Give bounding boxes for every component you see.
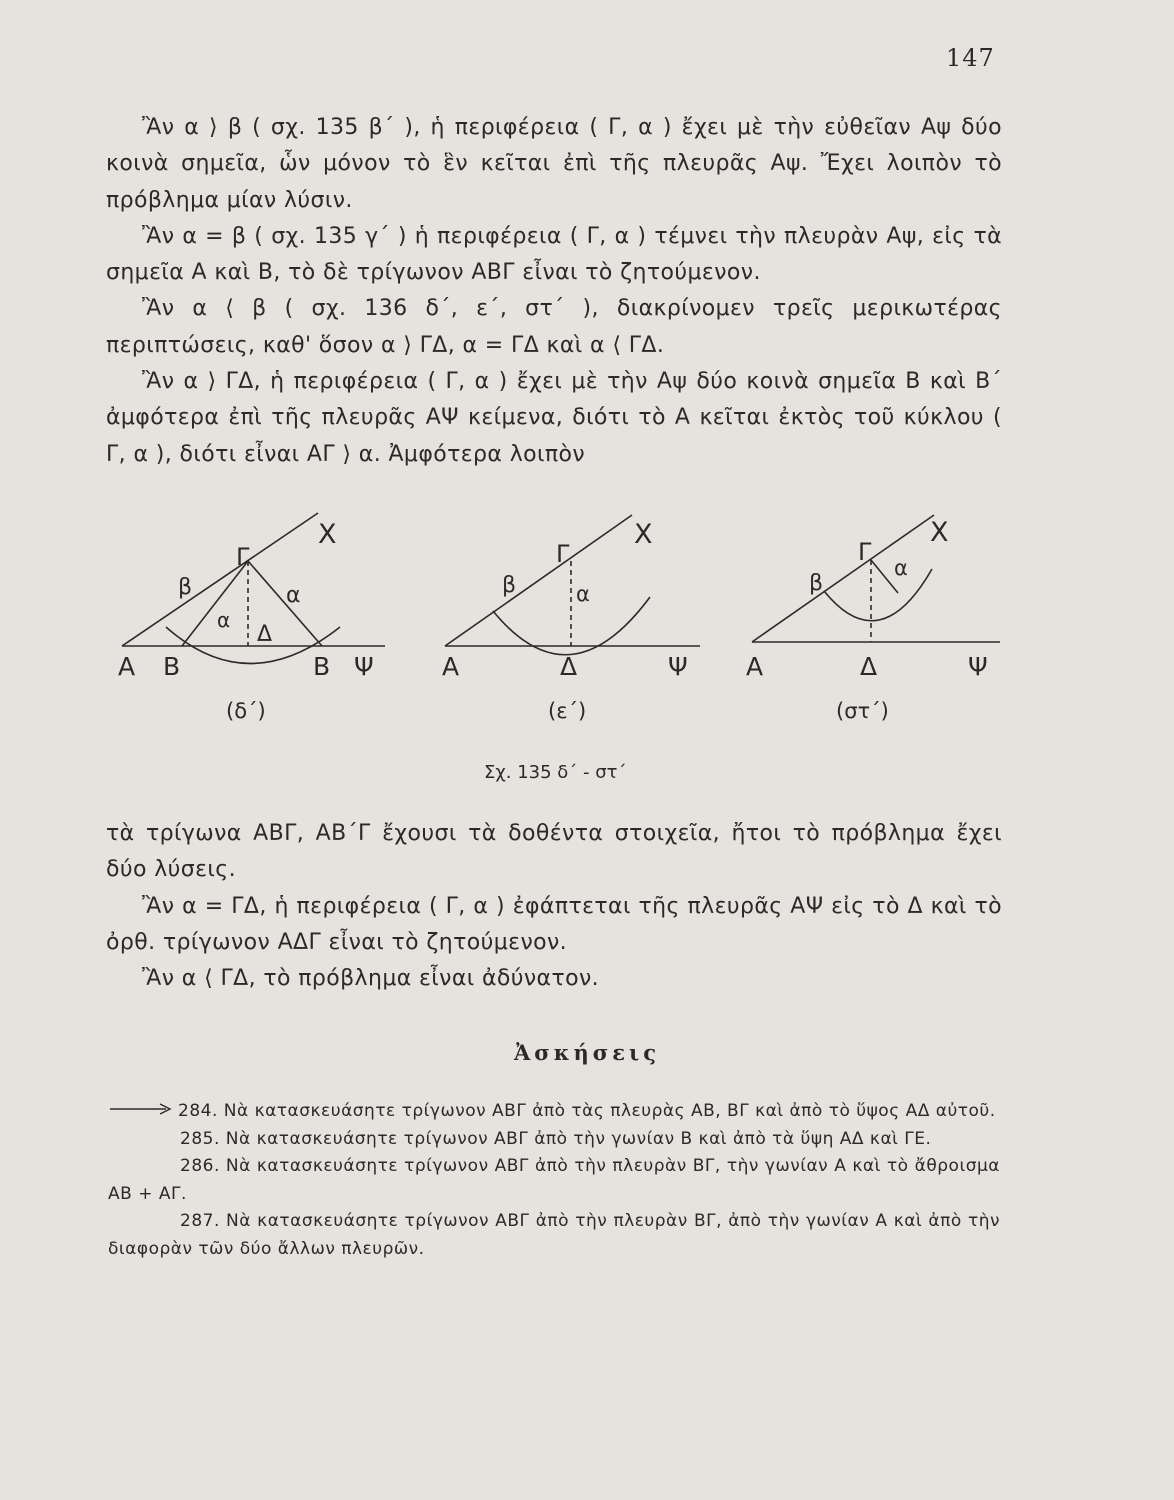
fig-e-label-x: X: [634, 519, 653, 550]
fig-d-label-x: X: [318, 519, 337, 550]
fig-d-label-gamma: Γ: [236, 543, 250, 571]
exercise-item: 285. Νὰ κατασκευάσητε τρίγωνον ΑΒΓ ἀπὸ τὴν γωνίαν Β καὶ ἀπὸ τὰ ὕψη ΑΔ καὶ ΓΕ.: [180, 1128, 932, 1149]
fig-e-label-psi: Ψ: [668, 652, 688, 681]
exercise-text: 284. Νὰ κατασκευάσητε τρίγωνον ΑΒΓ ἀπὸ τὰς πλευρὰς ΑΒ, ΒΓ καὶ ἀπὸ τὸ ὕψος ΑΔ αὐτοῦ.: [178, 1101, 996, 1121]
fig-st-label-delta: Δ: [860, 652, 878, 681]
fig-d-label-b-prime: Β: [313, 652, 331, 681]
paragraph: Ἂν α ⟩ β ( σχ. 135 β΄ ), ἡ περιφέρεια ( Γ, α ) ἔχει μὲ τὴν εὐθεῖαν Αψ δύο κοινὰ σημεῖα, ὧν μόνον τὸ ἓν κεῖται ἐπὶ τῆς πλευρᾶς Αψ. Ἔχει λοιπὸν τὸ πρόβλημα μίαν λύσιν.: [106, 115, 1002, 213]
fig-d-label-psi: Ψ: [354, 652, 374, 681]
fig-st-arc: [824, 569, 932, 621]
fig-st-label-a: Α: [746, 652, 764, 681]
fig-d-label-delta: Δ: [257, 622, 273, 647]
paragraph: Ἂν α ⟨ ΓΔ, τὸ πρόβλημα εἶναι ἀδύνατον.: [142, 966, 600, 992]
exercise-list: [108, 1098, 1000, 1263]
fig-st-label-beta: β: [809, 571, 824, 596]
exercise-item: [108, 1098, 1000, 1126]
arrow-mark-icon: [108, 1098, 178, 1126]
fig-st-caption: (στ΄): [836, 699, 889, 723]
body-text-top: [106, 110, 1002, 473]
fig-st-label-psi: Ψ: [968, 652, 988, 681]
paragraph: τὰ τρίγωνα ΑΒΓ, ΑΒ΄Γ ἔχουσι τὰ δοθέντα στοιχεῖα, ἤτοι τὸ πρόβλημα ἔχει δύο λύσεις.: [106, 821, 1002, 883]
fig-e-label-alpha: α: [576, 582, 590, 606]
fig-d-label-a: Α: [118, 652, 136, 681]
paragraph: Ἂν α ⟩ ΓΔ, ἡ περιφέρεια ( Γ, α ) ἔχει μὲ τὴν Αψ δύο κοινὰ σημεῖα Β καὶ Β΄ ἀμφότερα ἐπὶ τῆς πλευρᾶς ΑΨ κείμενα, διότι τὸ Α κεῖται ἐκτὸς τοῦ κύκλου ( Γ, α ), διότι εἶναι ΑΓ ⟩ α. Ἀμφότερα λοιπὸν: [106, 369, 1002, 467]
fig-d-label-alpha-inner: α: [217, 608, 231, 632]
fig-st-label-gamma: Γ: [858, 538, 872, 566]
fig-e-label-a: Α: [442, 652, 460, 681]
page-number: 147: [946, 44, 995, 72]
fig-st-label-x: X: [930, 517, 949, 548]
fig-d-label-beta: β: [178, 575, 193, 600]
exercise-item: 287. Νὰ κατασκευάσητε τρίγωνον ΑΒΓ ἀπὸ τὴν πλευρὰν ΒΓ, ἀπὸ τὴν γωνίαν Α καὶ ἀπὸ τὴν διαφορὰν τῶν δύο ἄλλων πλευρῶν.: [108, 1211, 1000, 1259]
fig-d-side-a-left: [182, 561, 248, 646]
figure-main-caption: Σχ. 135 δ΄ - στ΄: [484, 762, 627, 783]
fig-st-label-alpha: α: [894, 556, 908, 580]
fig-d-label-b: Β: [163, 652, 181, 681]
figure-135: [0, 505, 1174, 785]
body-text-bottom: [106, 816, 1002, 997]
fig-d-label-alpha-right: α: [286, 583, 301, 608]
paragraph: Ἂν α = ΓΔ, ἡ περιφέρεια ( Γ, α ) ἐφάπτεται τῆς πλευρᾶς ΑΨ εἰς τὸ Δ καὶ τὸ ὀρθ. τρίγωνον ΑΔΓ εἶναι τὸ ζητούμενον.: [106, 893, 1002, 955]
geometry-figures-svg: [0, 505, 1174, 785]
fig-e-caption: (ε΄): [548, 699, 587, 723]
paragraph: Ἂν α = β ( σχ. 135 γ΄ ) ἡ περιφέρεια ( Γ, α ) τέμνει τὴν πλευρὰν Αψ, εἰς τὰ σημεῖα Α καὶ Β, τὸ δὲ τρίγωνον ΑΒΓ εἶναι τὸ ζητούμενον.: [106, 223, 1002, 286]
paragraph: Ἂν α ⟨ β ( σχ. 136 δ΄, ε΄, στ΄ ), διακρίνομεν τρεῖς μερικωτέρας περιπτώσεις, καθ' ὅσον α ⟩ ΓΔ, α = ΓΔ καὶ α ⟨ ΓΔ.: [106, 296, 1002, 358]
exercise-item: 286. Νὰ κατασκευάσητε τρίγωνον ΑΒΓ ἀπὸ τὴν πλευρὰν ΒΓ, τὴν γωνίαν Α καὶ τὸ ἄθροισμα ΑΒ + ΑΓ.: [108, 1156, 1000, 1204]
section-heading: Ἀσκήσεις: [514, 1040, 660, 1065]
fig-e-label-beta: β: [502, 573, 517, 598]
fig-e-line-AX: [445, 515, 632, 646]
fig-d-caption: (δ΄): [226, 699, 266, 723]
fig-e-label-gamma: Γ: [556, 540, 570, 568]
fig-e-label-delta: Δ: [560, 652, 578, 681]
